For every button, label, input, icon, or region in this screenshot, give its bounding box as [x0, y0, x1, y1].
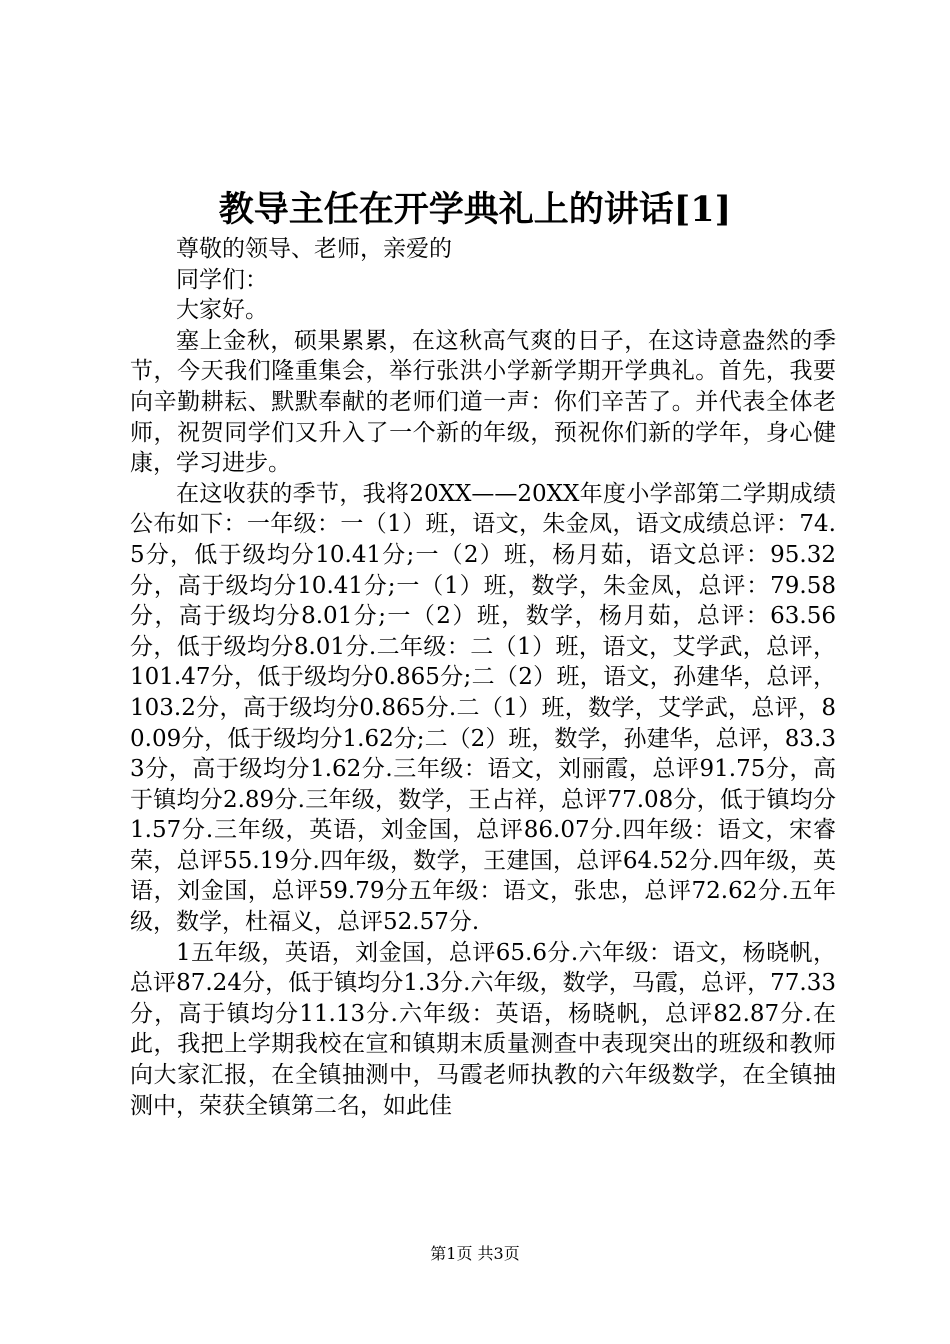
greeting-line: 大家好。	[176, 297, 268, 324]
body-paragraph: 1五年级，英语，刘金国，总评65.6分.六年级：语文，杨晓帆，总评87.24分，低于镇均分1.3分.六年级，数学，马霞，总评，77.33分，高于镇均分11.13分.六年级：英语，杨晓帆，总评82.87分.在此，我把上学期我校在宣和镇期末质量测查中表现突出的班级和教师向大家汇报，在全镇抽测中，马霞老师执教的六年级数学，在全镇抽测中，荣获全镇第二名，如此佳	[130, 939, 836, 1119]
body-paragraph: 在这收获的季节，我将20XX——20XX年度小学部第二学期成绩公布如下：一年级：一（1）班，语文，朱金凤，语文成绩总评：74.5分，低于级均分10.41分;一（2）班，杨月茹，语文总评：95.32分，高于级均分10.41分;一（1）班，数学，朱金凤，总评：79.58分，高于级均分8.01分;一（2）班，数学，杨月茹，总评：63.56分，低于级均分8.01分.二年级：二（1）班，语文，艾学武，总评，101.47分，低于级均分0.865分;二（2）班，语文，孙建华，总评，103.2分，高于级均分0.865分.二（1）班，数学，艾学武，总评，80.09分，低于级均分1.62分;二（2）班，数学，孙建华，总评，83.33分，高于级均分1.62分.三年级：语文，刘丽霞，总评91.75分，高于镇均分2.89分.三年级，数学，王占祥，总评77.08分，低于镇均分1.57分.三年级，英语，刘金国，总评86.07分.四年级：语文，宋睿荣，总评55.19分.四年级，数学，王建国，总评64.52分.四年级，英语，刘金国，总评59.79分五年级：语文，张忠，总评72.62分.五年级，数学，杜福义，总评52.57分.	[130, 480, 836, 936]
page-number-footer: 第1页 共3页	[430, 1244, 520, 1263]
document-title: 教导主任在开学典礼上的讲话[1]	[218, 189, 732, 230]
body-paragraph: 塞上金秋，硕果累累，在这秋高气爽的日子，在这诗意盎然的季节，今天我们隆重集会，举行张洪小学新学期开学典礼。首先，我要向辛勤耕耘、默默奉献的老师们道一声：你们辛苦了。并代表全体老师，祝贺同学们又升入了一个新的年级，预祝你们新的学年，身心健康，学习进步。	[130, 327, 836, 477]
document-body	[130, 234, 836, 1121]
salutation-line-2: 同学们：	[176, 266, 268, 293]
salutation-line-1: 尊敬的领导、老师，亲爱的	[176, 236, 452, 262]
